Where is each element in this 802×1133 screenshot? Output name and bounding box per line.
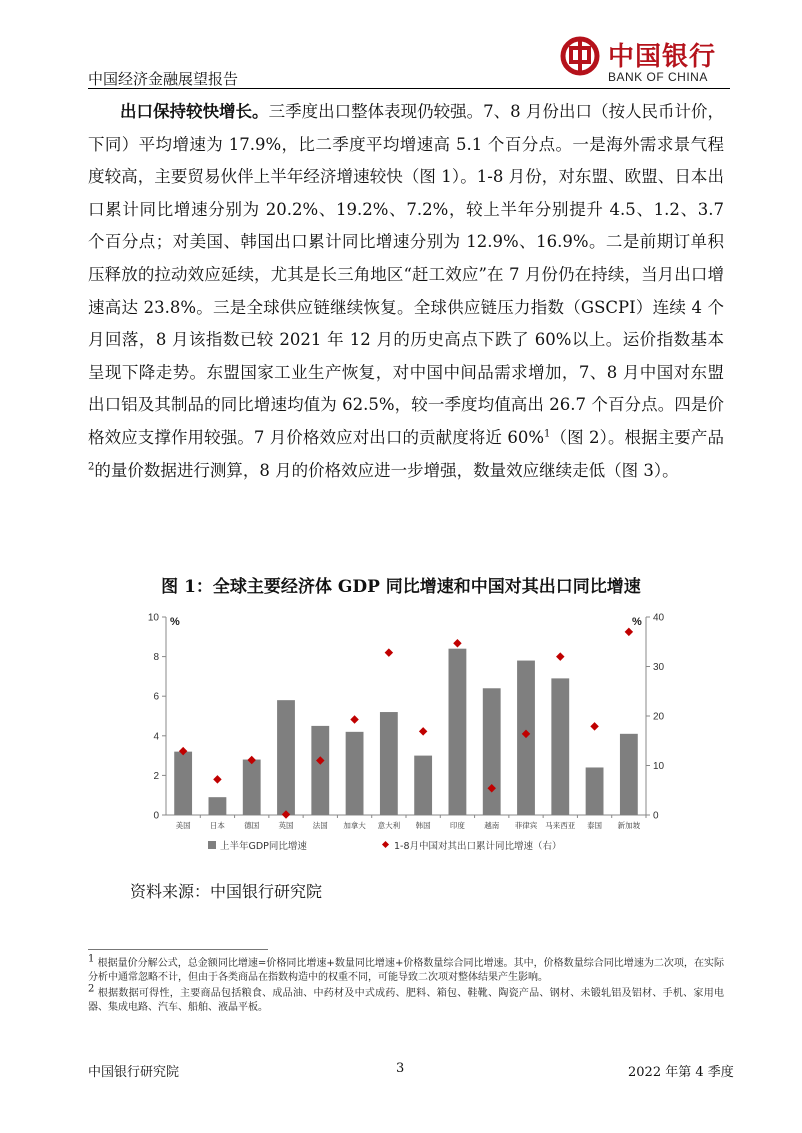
gdp-export-chart (138, 605, 678, 865)
category-label: 泰国 (587, 821, 603, 830)
bar-gdp-growth (277, 700, 295, 815)
footnote-ref-2: 2 (88, 461, 95, 473)
body-paragraph (88, 96, 724, 487)
category-label: 印度 (449, 821, 465, 830)
category-label: 菲律宾 (514, 821, 538, 830)
logo-chinese-text: 中国银行 (608, 42, 717, 72)
category-label: 新加坡 (617, 821, 641, 830)
page-number: 3 (396, 1061, 405, 1076)
left-tick-label: 0 (153, 810, 159, 822)
left-tick-label: 6 (153, 691, 159, 703)
footer-period: 2022 年第 4 季度 (628, 1065, 734, 1080)
figure-source: 资料来源：中国银行研究院 (130, 882, 323, 901)
bar-gdp-growth (380, 712, 398, 815)
logo-english-text: BANK OF CHINA (608, 70, 708, 84)
paragraph-text: 三季度出口整体表现仍较强。7、8 月份出口（按人民币计价，下同）平均增速为 17.9%，比二季度平均增速高 5.1 个百分点。一是海外需求景气程度较高，主要贸易伙伴上半年经济增速较快（图 1）。1-8 月份，对东盟、欧盟、日本出口累计同比增速分别为 20.2%、19.2%、7.2%，较上半年分别提升 4.5、1.2、3.7 个百分点；对美国、韩国出口累计同比增速分别为 12.9%、16.9%。二是前期订单积压释放的拉动效应延续，尤其是长三角地区“赶工效应”在 7 月份仍在持续，当月出口增速高达 23.8%。三是全球供应链继续恢复。全球供应链压力指数（GSCPI）连续 4 个月回落，8 月该指数已较 2021 年 12 月的历史高点下跌了 60%以上。运价指数基本呈现下降走势。东盟国家工业生产恢复，对中国中间品需求增加，7、8 月中国对东盟出口铝及其制品的同比增速均值为 62.5%，较一季度均值高出 26.7 个百分点。四是价格效应支撑作用较强。7 月价格效应对出口的贡献度将近 60% (88, 102, 725, 447)
marker-export-growth (350, 715, 358, 723)
bank-of-china-logo-icon (560, 36, 600, 76)
legend-swatch-bar (208, 841, 216, 849)
marker-export-growth (590, 722, 598, 730)
chart-canvas (138, 605, 678, 865)
left-tick-label: 2 (153, 770, 159, 782)
category-label: 日本 (209, 821, 225, 830)
footnotes (88, 953, 724, 1017)
legend-swatch-marker (382, 841, 389, 848)
right-axis-unit: % (632, 616, 642, 628)
right-tick-label: 30 (653, 662, 665, 673)
footnote-1 (88, 953, 724, 985)
category-label: 越南 (484, 821, 500, 830)
marker-export-growth (453, 639, 461, 647)
category-label: 英国 (278, 821, 294, 830)
bar-gdp-growth (311, 726, 329, 815)
legend-label-export: 1-8月中国对其出口累计同比增速（右） (394, 841, 562, 852)
footer-institute: 中国银行研究院 (88, 1065, 180, 1080)
footnote-1-text: 根据量价分解公式，总金额同比增速=价格同比增速+数量同比增速+价格数量综合同比增速。其中，价格数量综合同比增速为二次项，在实际分析中通常忽略不计，但由于各类商品在指数构造中的权重不同，可能导致二次项对整体结果产生影响。 (88, 958, 724, 983)
header-divider (88, 88, 730, 89)
category-label: 法国 (312, 821, 328, 830)
category-label: 意大利 (377, 821, 401, 830)
left-axis-unit: % (170, 616, 180, 628)
category-label: 马来西亚 (545, 821, 576, 830)
report-title: 中国经济金融展望报告 (88, 70, 239, 88)
category-label: 美国 (175, 821, 191, 830)
bar-gdp-growth (174, 752, 192, 815)
bar-gdp-growth (586, 767, 604, 815)
left-tick-label: 10 (147, 612, 159, 624)
marker-export-growth (213, 775, 221, 783)
marker-export-growth (625, 628, 633, 636)
bar-gdp-growth (209, 797, 227, 815)
marker-export-growth (556, 652, 564, 660)
paragraph-text-cont: （图 2）。根据主要产品 (550, 427, 724, 447)
bank-logo (560, 34, 730, 88)
legend-label-gdp: 上半年GDP同比增速 (220, 841, 307, 852)
footnote-2-number: 2 (88, 983, 95, 995)
paragraph-lead: 出口保持较快增长。 (120, 102, 269, 121)
footnote-2-text: 根据数据可得性，主要商品包括粮食、成品油、中药材及中式成药、肥料、箱包、鞋靴、陶瓷产品、钢材、未锻轧铝及铝材、手机、家用电器、集成电路、汽车、船舶、液晶平板。 (88, 988, 724, 1013)
category-label: 韩国 (415, 821, 431, 830)
right-tick-label: 10 (653, 761, 665, 772)
footnote-divider (88, 949, 268, 950)
bar-gdp-growth (346, 732, 364, 815)
right-tick-label: 40 (653, 612, 665, 624)
bar-gdp-growth (414, 756, 432, 815)
bar-gdp-growth (620, 734, 638, 815)
bar-gdp-growth (483, 688, 501, 815)
footnote-2 (88, 983, 724, 1015)
category-label: 德国 (244, 821, 260, 830)
marker-export-growth (419, 727, 427, 735)
right-tick-label: 20 (653, 711, 665, 723)
marker-export-growth (385, 648, 393, 656)
footnote-1-number: 1 (88, 953, 95, 965)
bar-gdp-growth (449, 649, 467, 815)
left-tick-label: 8 (153, 652, 159, 664)
paragraph-text-end: 的量价数据进行测算，8 月的价格效应进一步增强，数量效应继续走低（图 3）。 (94, 460, 679, 480)
category-label: 加拿大 (343, 821, 366, 830)
right-tick-label: 0 (653, 810, 659, 822)
figure-title: 图 1：全球主要经济体 GDP 同比增速和中国对其出口同比增速 (161, 577, 641, 597)
bar-gdp-growth (551, 678, 569, 815)
left-tick-label: 4 (153, 731, 159, 743)
bar-gdp-growth (243, 760, 261, 815)
footnote-ref-1: 1 (544, 428, 551, 440)
